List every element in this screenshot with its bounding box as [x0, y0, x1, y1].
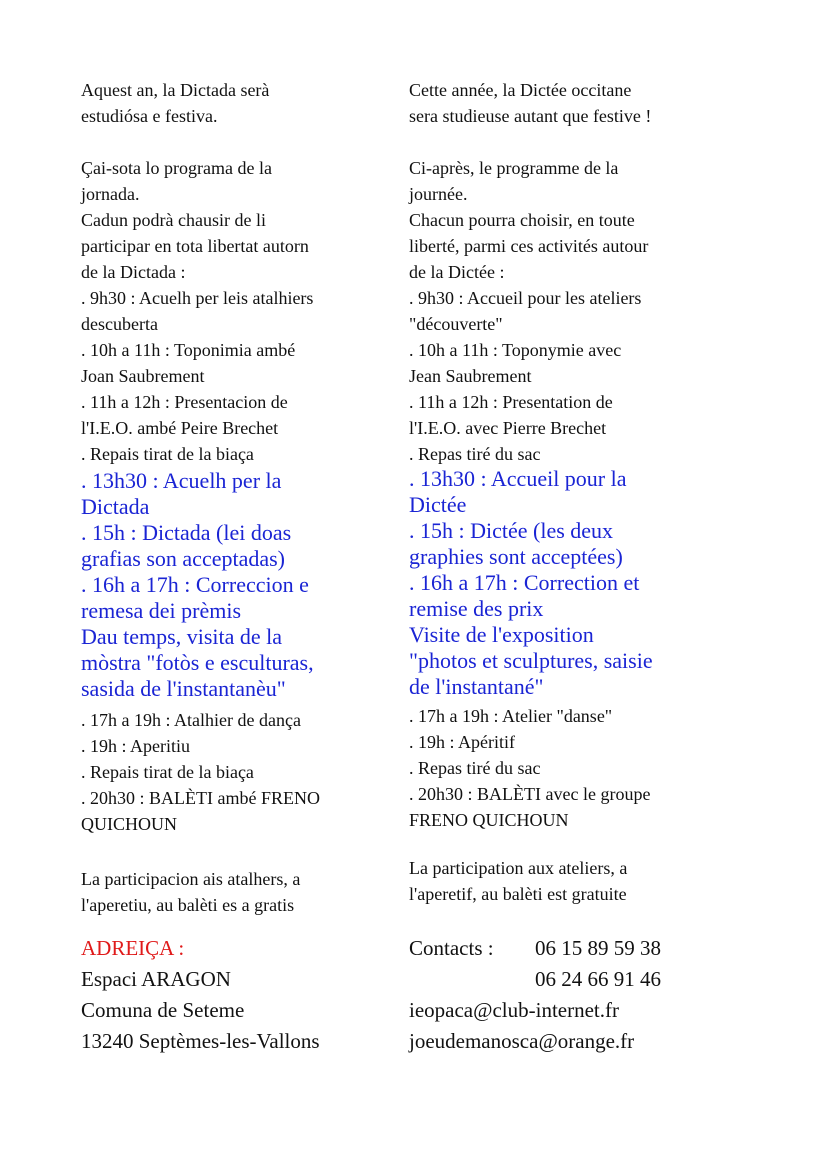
occitan-schedule-morning: . 9h30 : Acuelh per leis atalhiers descuberta . 10h a 11h : Toponimia ambé Joan Saubrement . 11h a 12h : Presentacion de l'I.E.O. ambé Peire Brechet . Repais tirat de la biaça [81, 288, 314, 464]
french-schedule-evening: . 17h a 19h : Atelier "danse" . 19h : Apéritif . Repas tiré du sac . 20h30 : BALÈTI avec le groupe FRENO QUICHOUN [409, 706, 651, 830]
contact-email-1[interactable]: ieopaca@club-internet.fr [409, 998, 619, 1022]
french-contacts [409, 933, 739, 1057]
occitan-intro: Aquest an, la Dictada serà estudiósa e festiva. [81, 80, 270, 126]
occitan-highlights: . 13h30 : Acuelh per la Dictada . 15h : Dictada (lei doas grafias son acceptadas) . 16h a 17h : Correccion e remesa dei prèmis Dau temps, visita de la mòstra "fotòs e esculturas, sasida de l'instantanèu" [81, 468, 314, 701]
contacts-label: Contacts : [409, 936, 494, 960]
occitan-address: ADREIÇA : Espaci ARAGON Comuna de Seteme 13240 Septèmes-les-Vallons [81, 933, 396, 1057]
occitan-program-intro: Çai-sota lo programa de la jornada. Cadun podrà chausir de li participar en tota libertat autorn de la Dictada : [81, 158, 309, 282]
contact-phone-1: Contacts : 06 15 89 59 38 [409, 933, 739, 964]
contact-email-2[interactable]: joeudemanosca@orange.fr [409, 1029, 635, 1053]
french-participation: La participation aux ateliers, a l'aperetif, au balèti est gratuite [409, 858, 628, 904]
french-highlights: . 13h30 : Accueil pour la Dictée . 15h : Dictée (les deux graphies sont acceptées) . 16h a 17h : Correction et remise des prix Visite de l'exposition "photos et sculptures, saisie de l'instantané" [409, 466, 653, 699]
address-label: ADREIÇA : [81, 936, 185, 960]
french-program-intro: Ci-après, le programme de la journée. Chacun pourra choisir, en toute liberté, parmi ces activités autour de la Dictée : [409, 158, 649, 282]
french-intro: Cette année, la Dictée occitane sera studieuse autant que festive ! [409, 80, 652, 126]
occitan-schedule-evening: . 17h a 19h : Atalhier de dança . 19h : Aperitiu . Repais tirat de la biaça . 20h30 : BALÈTI ambé FRENO QUICHOUN [81, 710, 320, 834]
french-schedule-morning: . 9h30 : Accueil pour les ateliers "découverte" . 10h a 11h : Toponymie avec Jean Saubrement . 11h a 12h : Presentation de l'I.E.O. avec Pierre Brechet . Repas tiré du sac [409, 288, 642, 464]
occitan-participation: La participacion ais atalhers, a l'aperetiu, au balèti es a gratis [81, 869, 301, 915]
contact-phone-2: 06 24 66 91 46 [535, 967, 661, 991]
